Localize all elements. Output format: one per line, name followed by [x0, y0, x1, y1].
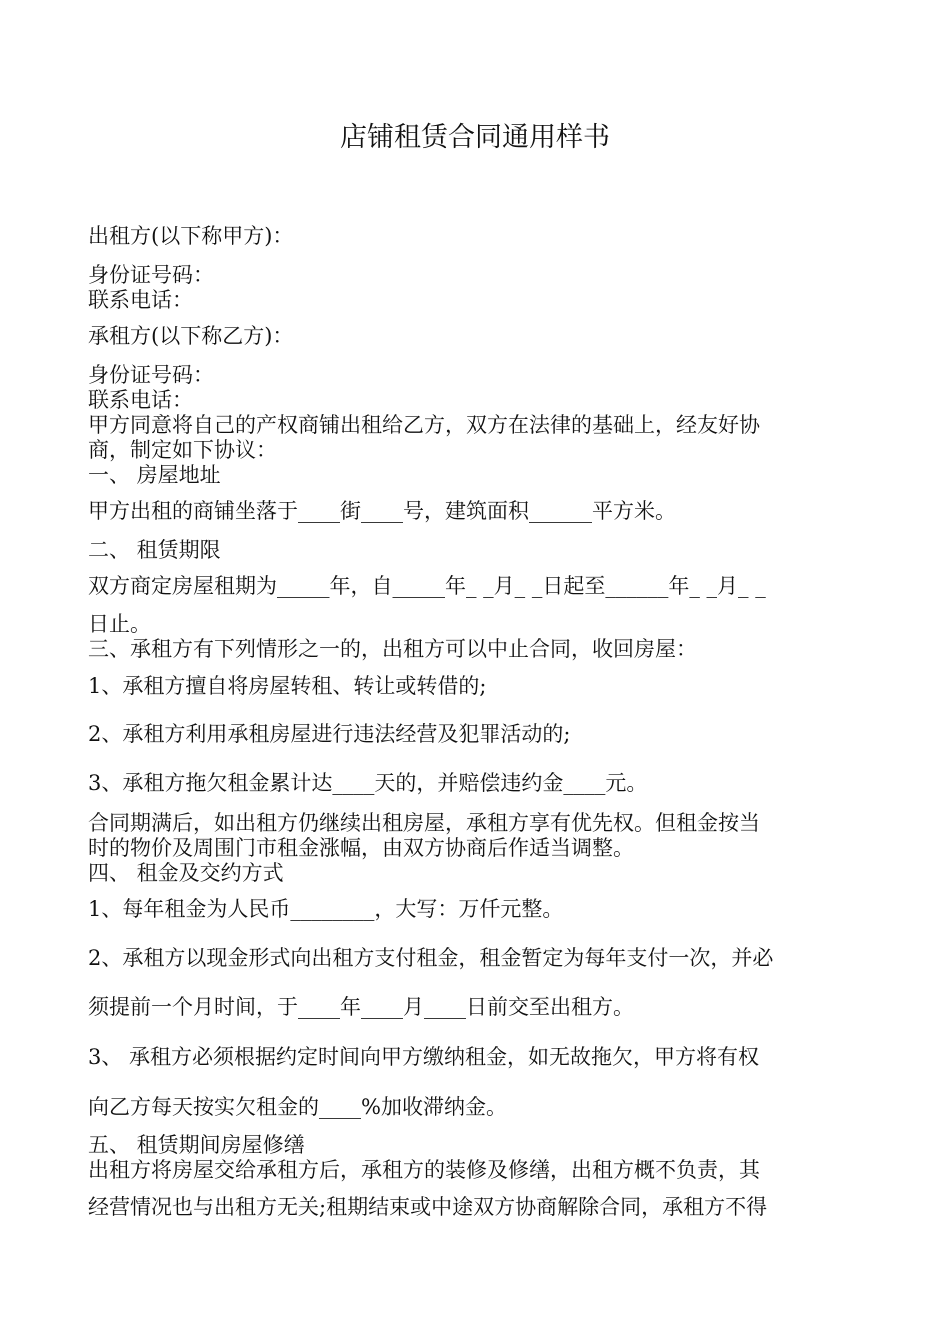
rent-item-2-line-1: 2、承租方以现金形式向出租方支付租金，租金暂定为每年支付一次，并必	[88, 946, 774, 970]
lessee-id-line: 身份证号码：	[88, 363, 214, 387]
rent-item-1: 1、每年租金为人民币________，大写：万仟元整。	[88, 897, 564, 921]
lessee-name-line: 承租方(以下称乙方)：	[88, 324, 294, 348]
lessor-phone-line: 联系电话：	[88, 288, 193, 312]
renewal-paragraph-line-1: 合同期满后，如出租方仍继续出租房屋，承租方享有优先权。但租金按当	[88, 811, 760, 835]
section-heading-repairs: 五、 租赁期间房屋修缮	[88, 1133, 305, 1157]
lessor-name-line: 出租方(以下称甲方)：	[88, 224, 294, 248]
section-heading-address: 一、 房屋地址	[88, 463, 221, 487]
intro-paragraph-line-2: 商，制定如下协议：	[88, 438, 277, 462]
lessee-phone-line: 联系电话：	[88, 388, 193, 412]
termination-item-3: 3、承租方拖欠租金累计达____天的，并赔偿违约金____元。	[88, 771, 648, 795]
section-heading-rent: 四、 租金及交约方式	[88, 861, 284, 885]
term-clause-line-1: 双方商定房屋租期为_____年，自_____年_ _月_ _日起至______年_ _月_ _	[88, 574, 766, 598]
renewal-paragraph-line-2: 时的物价及周围门市租金涨幅，由双方协商后作适当调整。	[88, 836, 634, 860]
section-heading-termination: 三、承租方有下列情形之一的，出租方可以中止合同，收回房屋：	[88, 637, 697, 661]
term-clause-line-2: 日止。	[88, 612, 151, 636]
document-title: 店铺租赁合同通用样书	[340, 122, 610, 153]
rent-item-3-line-2: 向乙方每天按实欠租金的____%加收滞纳金。	[88, 1095, 507, 1119]
termination-item-2: 2、承租方利用承租房屋进行违法经营及犯罪活动的;	[88, 722, 571, 746]
intro-paragraph-line-1: 甲方同意将自己的产权商铺出租给乙方，双方在法律的基础上，经友好协	[88, 413, 760, 437]
section-heading-term: 二、 租赁期限	[88, 538, 221, 562]
repairs-paragraph-line-1: 出租方将房屋交给承租方后，承租方的装修及修缮，出租方概不负责，其	[88, 1158, 760, 1182]
lessor-id-line: 身份证号码：	[88, 263, 214, 287]
rent-item-2-line-2: 须提前一个月时间，于____年____月____日前交至出租方。	[88, 995, 634, 1019]
repairs-paragraph-line-2: 经营情况也与出租方无关;租期结束或中途双方协商解除合同，承租方不得	[88, 1195, 768, 1219]
termination-item-1: 1、承租方擅自将房屋转租、转让或转借的;	[88, 674, 487, 698]
rent-item-3-line-1: 3、 承租方必须根据约定时间向甲方缴纳租金，如无故拖欠，甲方将有权	[88, 1045, 760, 1069]
address-clause: 甲方出租的商铺坐落于____街____号，建筑面积______平方米。	[88, 499, 676, 523]
